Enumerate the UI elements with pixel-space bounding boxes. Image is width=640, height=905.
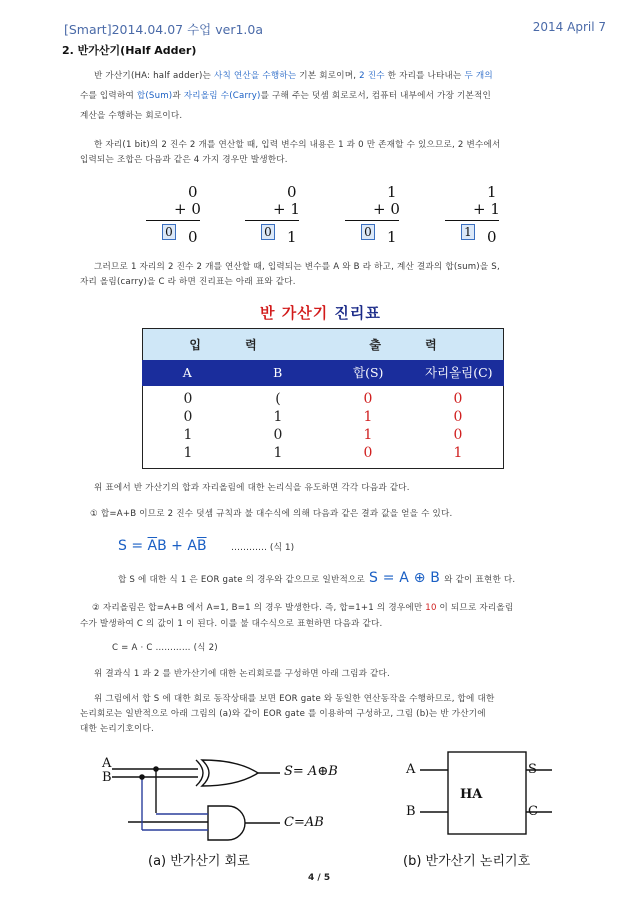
sum-digit: 0 <box>188 228 198 246</box>
eor-text <box>88 568 578 590</box>
table-cell: 0 <box>273 427 283 443</box>
table-group-header <box>142 328 504 360</box>
table-cell: 0 <box>453 391 463 407</box>
sum-digit: 0 <box>487 228 497 246</box>
addend-top: 0 <box>188 183 198 201</box>
column-header: B <box>273 365 283 380</box>
table-row <box>143 390 503 408</box>
text-line: 수가 발생하여 C 의 값이 1 이 된다. 이를 불 대수식으로 표현하면 다음과 같다. <box>80 619 383 629</box>
group-input: 입 력 <box>189 338 277 352</box>
text-run: 사칙 연산을 수행하는 <box>213 71 297 81</box>
sum-line <box>445 220 499 221</box>
carry-output-label: C=AB <box>284 815 324 830</box>
circuit-caption: (a) 반가산기 회로 <box>148 854 250 869</box>
column-header: A <box>182 365 192 380</box>
addend-bottom: + 0 <box>373 200 400 218</box>
text-run: S = A ⊕ B <box>368 570 441 586</box>
title-part: 반 가산기 <box>260 304 329 322</box>
group-output: 출 력 <box>369 338 457 352</box>
text-line: C = A · C ………… (식 2) <box>112 643 218 653</box>
text-line: 입력되는 조합은 다음과 같은 4 가지 경우만 발생한다. <box>80 155 288 165</box>
junction-dot <box>153 766 159 772</box>
table-cell: 0 <box>363 445 373 461</box>
input-b-label: B <box>102 770 112 785</box>
text-line: 논리회로는 일반적으로 아래 그림의 (a)와 같이 EOR gate 를 이용하여 구성하고, 그림 (b)는 반 가산기에 <box>80 709 486 719</box>
formula-part: $\overline{A}$ <box>147 538 158 554</box>
formula-note: ………… (식 1) <box>231 543 295 553</box>
text-run: 2 진수 <box>359 71 385 81</box>
table-column-header <box>142 360 504 386</box>
table-cell: 0 <box>183 409 193 425</box>
text-run: 이 되므로 자리올림 <box>436 603 514 613</box>
title-part: 진리표 <box>328 304 381 322</box>
table-cell: 1 <box>453 445 463 461</box>
text-run: 를 구해 주는 덧셈 회로로서, 컴퓨터 내부에서 가장 기본적인 <box>260 91 492 101</box>
sum-line <box>146 220 200 221</box>
text-run: 합(Sum) <box>136 91 173 101</box>
table-row <box>143 444 503 462</box>
table-body <box>142 386 504 469</box>
symbol-input-a: A <box>406 762 416 777</box>
text-run: 10 <box>425 603 437 613</box>
carry-box: 0 <box>361 224 375 240</box>
text-line: 그러므로 1 자리의 2 진수 2 개를 연산할 때, 입력되는 변수를 A 와 B 라 하고, 계산 결과의 합(sum)을 S, <box>94 262 500 272</box>
addend-top: 0 <box>287 183 297 201</box>
table-cell: 1 <box>273 409 283 425</box>
circuit-description <box>80 692 578 737</box>
input-a-label: A <box>102 756 112 771</box>
table-row <box>143 408 503 426</box>
formula-part: + <box>166 538 188 554</box>
text-line: 위 결과식 1 과 2 를 반가산기에 대한 논리회로를 구성하면 아래 그림과 같다. <box>94 669 390 679</box>
junction-dot <box>139 774 145 780</box>
truth-table <box>142 328 504 469</box>
circuit-intro <box>88 664 578 684</box>
sum-output-label: S= A⊕B <box>284 764 338 779</box>
symbol-output-s: S <box>528 762 537 777</box>
text-line: 대한 논리기호이다. <box>80 724 154 734</box>
carry-box: 0 <box>162 224 176 240</box>
derivation-text <box>88 478 578 498</box>
table-cell: 1 <box>363 409 373 425</box>
truth-table-intro <box>80 260 578 290</box>
text-run: 두 개의 <box>464 71 493 81</box>
symbol-input-b: B <box>406 804 416 819</box>
carry-box: 1 <box>461 224 475 240</box>
carry-box: 0 <box>261 224 275 240</box>
table-cell: 1 <box>183 427 193 443</box>
formula-part: B <box>157 538 167 554</box>
bit-paragraph <box>80 138 578 168</box>
addend-bottom: + 0 <box>174 200 201 218</box>
formula-part: S = <box>118 538 148 554</box>
text-run: 기본 회로이며, <box>296 71 360 81</box>
column-header: 합(S) <box>353 365 384 380</box>
section-title: 2. 반가산기(Half Adder) <box>62 44 197 57</box>
addend-top: 1 <box>487 183 497 201</box>
addend-bottom: + 1 <box>273 200 300 218</box>
formula-part: $\overline{B}$ <box>196 538 207 554</box>
table-cell: 0 <box>453 427 463 443</box>
table-cell: 0 <box>183 391 193 407</box>
text-line: 계산을 수행하는 회로이다. <box>80 111 183 121</box>
formula-part: A <box>187 538 197 554</box>
text-run: 과 <box>172 91 184 101</box>
table-cell: 1 <box>183 445 193 461</box>
table-cell: 0 <box>363 391 373 407</box>
text-run: ② 자리올림은 합=A+B 에서 A=1, B=1 의 경우 발생한다. 즉, 합=1+1 의 경우에만 <box>92 603 426 613</box>
intro-paragraph <box>80 66 578 126</box>
sum-digit: 1 <box>287 228 297 246</box>
formula-1 <box>118 538 294 554</box>
table-cell: ( <box>275 391 281 407</box>
symbol-caption: (b) 반가산기 논리기호 <box>403 854 531 869</box>
text-run: 합 S 에 대한 식 1 은 EOR gate 의 경우와 같으므로 일반적으로 <box>118 575 365 585</box>
sum-line <box>245 220 299 221</box>
text-line: ① 합=A+B 이므로 2 진수 덧셈 규칙과 불 대수식에 의해 다음과 같은 결과 값을 얻을 수 있다. <box>90 509 453 519</box>
text-run: 반 가산기(HA: half adder)는 <box>94 71 214 81</box>
sum-digit: 1 <box>387 228 397 246</box>
item-1 <box>88 504 578 524</box>
addend-top: 1 <box>387 183 397 201</box>
text-run: 자리올림 수(Carry) <box>183 91 261 101</box>
truth-table-title <box>260 302 381 323</box>
table-cell: 0 <box>453 409 463 425</box>
page-number: 4 / 5 <box>308 873 331 883</box>
text-line: 자리 올림(carry)을 C 라 하면 진리표는 아래 표와 같다. <box>80 277 296 287</box>
text-run: 와 같이 표현한 다. <box>444 575 516 585</box>
header-title: [Smart]2014.04.07 수업 ver1.0a <box>64 22 263 37</box>
column-header: 자리올림(C) <box>424 365 493 380</box>
addend-bottom: + 1 <box>473 200 500 218</box>
header-date: 2014 April 7 <box>532 20 606 34</box>
table-row <box>143 426 503 444</box>
text-run: 한 자리를 나타내는 <box>384 71 465 81</box>
formula-2 <box>88 638 578 658</box>
item-2 <box>80 598 578 634</box>
text-line: 한 자리(1 bit)의 2 진수 2 개를 연산할 때, 입력 변수의 내용은 1 과 0 만 존재할 수 있으므로, 2 변수에서 <box>94 140 501 150</box>
text-run: 수를 입력하여 <box>80 91 137 101</box>
symbol-label: HA <box>460 787 483 802</box>
table-cell: 1 <box>273 445 283 461</box>
symbol-output-c: C <box>528 804 538 819</box>
text-line: 위 표에서 반 가산기의 합과 자리올림에 대한 논리식을 유도하면 각각 다음과 같다. <box>94 483 410 493</box>
sum-line <box>345 220 399 221</box>
table-cell: 1 <box>363 427 373 443</box>
text-line: 위 그림에서 합 S 에 대한 회로 동작상태를 보면 EOR gate 와 동일한 연산동작을 수행하므로, 합에 대한 <box>94 694 495 704</box>
